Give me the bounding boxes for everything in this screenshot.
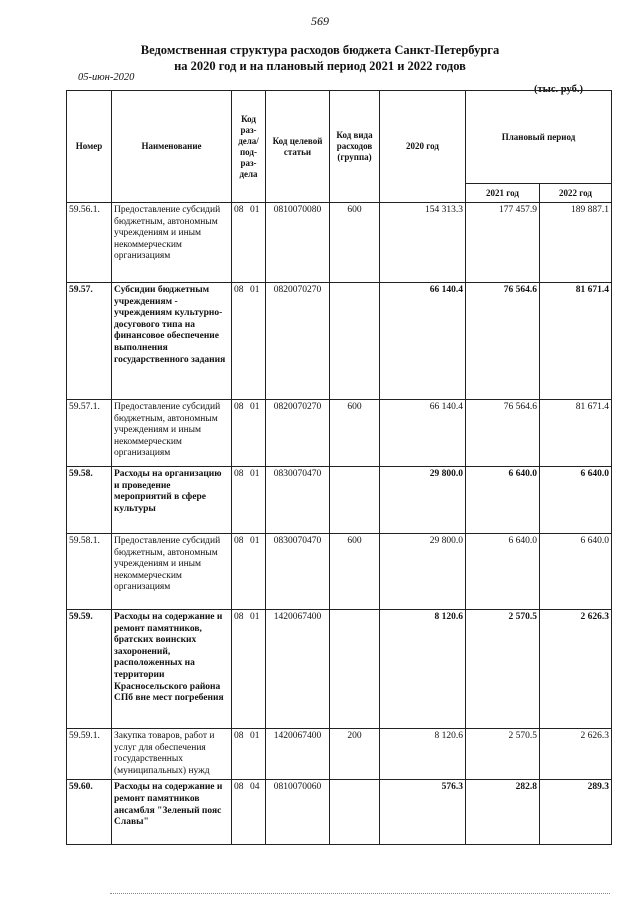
row-subsection: 01	[250, 402, 260, 412]
row-target-code: 1420067400	[266, 610, 330, 729]
row-amount-2022: 6 640.0	[540, 534, 612, 610]
row-name: Предоставление субсидий бюджетным, автономным учреждениям и иным некоммерческим организациям	[112, 203, 232, 283]
row-number: 59.59.1.	[67, 729, 112, 780]
row-expense-type: 200	[330, 729, 380, 780]
row-target-code: 1420067400	[266, 729, 330, 780]
row-number: 59.58.1.	[67, 534, 112, 610]
row-subsection: 04	[250, 782, 260, 793]
row-section-code	[232, 780, 266, 845]
title-line-2: на 2020 год и на плановый период 2021 и 2022 годов	[174, 59, 466, 73]
row-target-code: 0830070470	[266, 534, 330, 610]
row-amount-2021: 282.8	[466, 780, 540, 845]
row-amount-2022: 2 626.3	[540, 610, 612, 729]
row-amount-2022: 289.3	[540, 780, 612, 845]
row-name: Предоставление субсидий бюджетным, автономным учреждениям и иным некоммерческим организациям	[112, 400, 232, 467]
row-subsection: 01	[250, 205, 260, 215]
budget-table	[66, 90, 612, 845]
row-amount-2022: 2 626.3	[540, 729, 612, 780]
row-section: 08	[234, 536, 244, 546]
row-amount-2020: 29 800.0	[380, 467, 466, 534]
row-number: 59.56.1.	[67, 203, 112, 283]
row-name: Расходы на содержание и ремонт памятников ансамбля "Зеленый пояс Славы"	[112, 780, 232, 845]
table-row	[67, 534, 612, 610]
page-number: 569	[311, 14, 329, 28]
row-target-code: 0820070270	[266, 400, 330, 467]
page-title	[0, 42, 640, 74]
title-line-1: Ведомственная структура расходов бюджета Санкт-Петербурга	[140, 43, 500, 57]
row-section-code	[232, 467, 266, 534]
row-section: 08	[234, 469, 244, 479]
header-year-2020: 2020 год	[380, 91, 466, 203]
row-target-code: 0830070470	[266, 467, 330, 534]
row-number: 59.57.1.	[67, 400, 112, 467]
row-amount-2021: 2 570.5	[466, 729, 540, 780]
table-body	[67, 203, 612, 845]
row-number: 59.57.	[67, 283, 112, 400]
row-expense-type	[330, 780, 380, 845]
table-row	[67, 203, 612, 283]
row-section: 08	[234, 731, 244, 741]
table-row	[67, 729, 612, 780]
row-section-code	[232, 534, 266, 610]
row-name: Субсидии бюджетным учреждениям - учреждениям культурно-досугового типа на финансовое обеспечение выполнения государственного задания	[112, 283, 232, 400]
table-row	[67, 283, 612, 400]
table-row	[67, 610, 612, 729]
table-row	[67, 400, 612, 467]
row-target-code: 0810070080	[266, 203, 330, 283]
row-section-code	[232, 400, 266, 467]
row-amount-2021: 76 564.6	[466, 400, 540, 467]
row-amount-2020: 154 313.3	[380, 203, 466, 283]
row-section-code	[232, 729, 266, 780]
row-amount-2020: 8 120.6	[380, 610, 466, 729]
header-year-2022: 2022 год	[540, 184, 612, 203]
row-expense-type	[330, 610, 380, 729]
row-amount-2021: 177 457.9	[466, 203, 540, 283]
header-year-2021: 2021 год	[466, 184, 540, 203]
row-name: Расходы на содержание и ремонт памятников, братских воинских захоронений, расположенных на территории Красносельского района СПб вне мест погребения	[112, 610, 232, 729]
row-amount-2020: 66 140.4	[380, 400, 466, 467]
row-amount-2021: 6 640.0	[466, 534, 540, 610]
row-subsection: 01	[250, 469, 260, 479]
row-section-code	[232, 283, 266, 400]
row-number: 59.60.	[67, 780, 112, 845]
header-name: Наименование	[112, 91, 232, 203]
header-number: Номер	[67, 91, 112, 203]
row-amount-2022: 6 640.0	[540, 467, 612, 534]
row-name: Закупка товаров, работ и услуг для обеспечения государственных (муниципальных) нужд	[112, 729, 232, 780]
row-section: 08	[234, 205, 244, 215]
row-section: 08	[234, 612, 244, 622]
row-name: Расходы на организацию и проведение мероприятий в сфере культуры	[112, 467, 232, 534]
row-amount-2020: 29 800.0	[380, 534, 466, 610]
row-subsection: 01	[250, 612, 260, 622]
row-amount-2020: 66 140.4	[380, 283, 466, 400]
row-amount-2020: 8 120.6	[380, 729, 466, 780]
row-section: 08	[234, 782, 244, 793]
row-target-code: 0810070060	[266, 780, 330, 845]
row-subsection: 01	[250, 536, 260, 546]
row-number: 59.59.	[67, 610, 112, 729]
row-amount-2020: 576.3	[380, 780, 466, 845]
header-target-code: Код целевой статьи	[266, 91, 330, 203]
row-expense-type: 600	[330, 203, 380, 283]
row-expense-type: 600	[330, 400, 380, 467]
row-amount-2021: 2 570.5	[466, 610, 540, 729]
row-expense-type	[330, 467, 380, 534]
row-subsection: 01	[250, 285, 260, 295]
row-amount-2021: 6 640.0	[466, 467, 540, 534]
row-expense-type: 600	[330, 534, 380, 610]
row-section-code	[232, 610, 266, 729]
row-amount-2022: 81 671.4	[540, 400, 612, 467]
header-expense-type-code: Код вида расходов (группа)	[330, 91, 380, 203]
table-row	[67, 780, 612, 845]
header-plan-period: Плановый период	[466, 91, 612, 184]
row-section: 08	[234, 285, 244, 295]
row-subsection: 01	[250, 731, 260, 741]
row-amount-2021: 76 564.6	[466, 283, 540, 400]
row-expense-type	[330, 283, 380, 400]
units-label: (тыс. руб.)	[534, 84, 583, 95]
row-name: Предоставление субсидий бюджетным, автономным учреждениям и иным некоммерческим организациям	[112, 534, 232, 610]
footer-divider	[110, 893, 610, 894]
header-section-code: Код раз- дела/ под- раз- дела	[232, 91, 266, 203]
row-amount-2022: 189 887.1	[540, 203, 612, 283]
row-section: 08	[234, 402, 244, 412]
row-amount-2022: 81 671.4	[540, 283, 612, 400]
document-date: 05-июн-2020	[78, 72, 135, 83]
row-number: 59.58.	[67, 467, 112, 534]
row-section-code	[232, 203, 266, 283]
table-row	[67, 467, 612, 534]
row-target-code: 0820070270	[266, 283, 330, 400]
